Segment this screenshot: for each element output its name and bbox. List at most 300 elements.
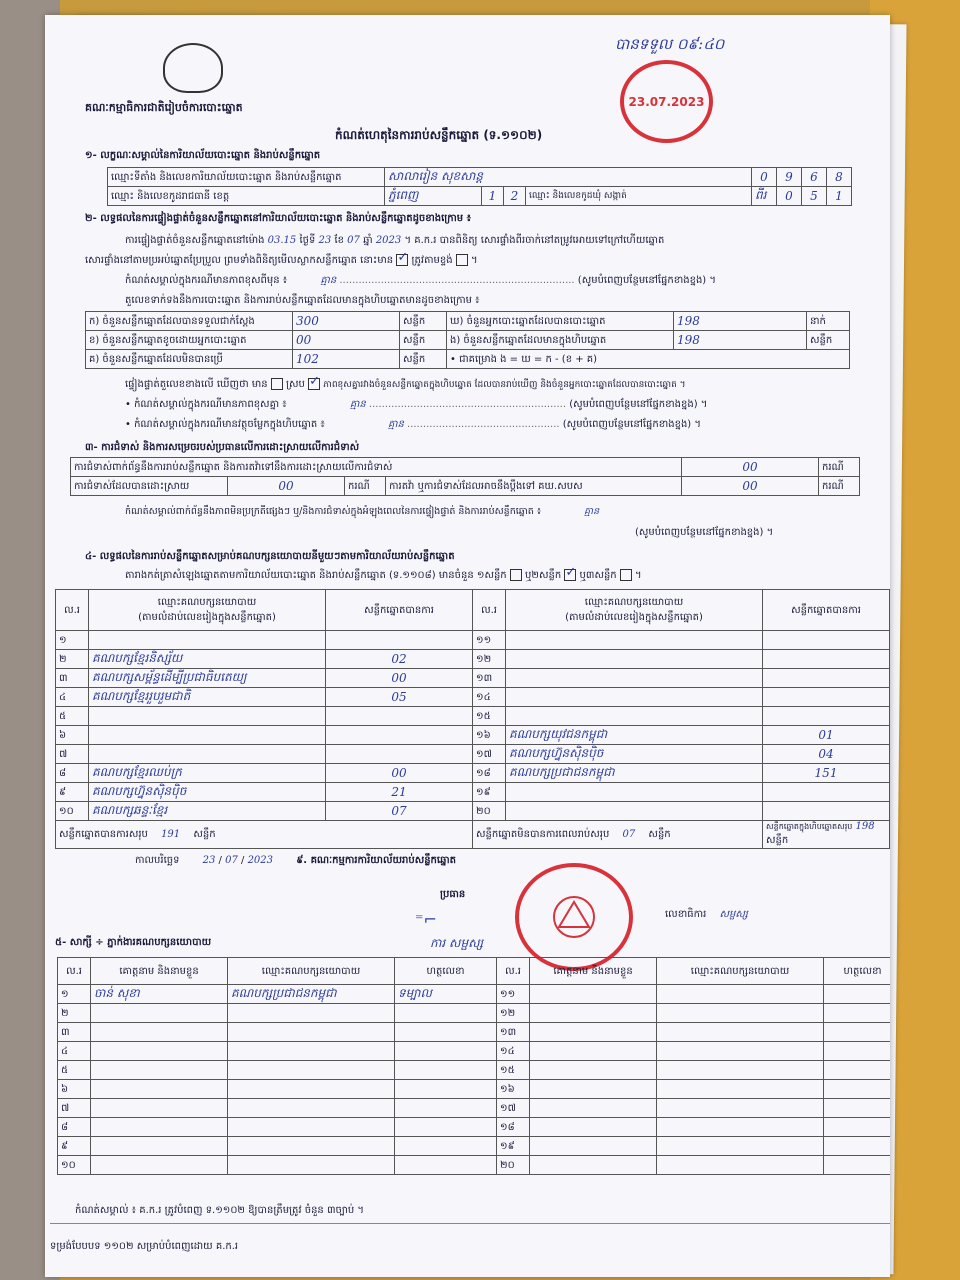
w-col-sign-2: ហត្ថលេខា	[824, 958, 891, 985]
table-row	[71, 477, 860, 496]
resolved-value: 00	[228, 477, 345, 496]
total-valid-label: សន្លឹកឆ្នោតបានការសរុប	[59, 829, 148, 840]
resolved-unit: ករណី	[345, 477, 386, 496]
party-votes: 02	[326, 650, 473, 669]
total-box-unit: សន្លឹក	[766, 835, 789, 846]
row-no: ១៦	[473, 726, 506, 745]
witness-party	[228, 1061, 395, 1080]
empty-cell	[824, 985, 891, 1004]
note-label: កំណត់សម្គាល់ក្នុងករណីមានភាពខុសពីមុន ៖	[125, 275, 288, 286]
w-no: ៥	[58, 1061, 91, 1080]
check-line: ផ្ទៀងផ្ទាត់តួលេខខាងលើ ឃើញថា មាន	[125, 379, 268, 390]
location-digit: 9	[777, 168, 802, 187]
appeal-value: 00	[682, 477, 819, 496]
w-no: ១៤	[497, 1042, 530, 1061]
note-line: កំណត់សម្គាល់ក្នុងករណីមានភាពខុសពីមុន ៖ គ្មាន .......................................................................... (សូមបំពេញបន្ថែមនៅផ្នែកខាងខ្នង) ។	[125, 275, 716, 286]
table-row	[56, 650, 890, 669]
table-row	[58, 1156, 891, 1175]
bullet2-value: គ្មាន	[387, 419, 404, 430]
form-title: កំណត់ហេតុនៃការរាប់សន្លឹកឆ្នោត (ទ.១១០២)	[335, 128, 543, 142]
witness-sign	[395, 1137, 497, 1156]
count-committee: ៩. គណៈកម្មការការិយាល័យរាប់សន្លឹកឆ្នោត	[296, 855, 456, 866]
col-party-label: ឈ្មោះគណបក្សនយោបាយ	[584, 597, 684, 608]
col-party	[89, 590, 326, 631]
witness-party	[228, 1099, 395, 1118]
count-unit: សន្លឹក	[400, 312, 447, 331]
objection-value: 00	[682, 458, 819, 477]
empty-cell	[530, 1004, 657, 1023]
witness-sign	[395, 1004, 497, 1023]
count-unit: នាក់	[807, 312, 850, 331]
table-row	[86, 312, 850, 331]
location-digit: 6	[802, 168, 827, 187]
commune-label: ឈ្មោះ និងលេខកូដឃុំ សង្កាត់	[526, 187, 752, 206]
w-no: ៣	[58, 1023, 91, 1042]
table-row	[58, 1137, 891, 1156]
empty-cell	[657, 985, 824, 1004]
w-no: ១៩	[497, 1137, 530, 1156]
note-value: គ្មាន	[320, 275, 337, 286]
commune-digit: 5	[802, 187, 827, 206]
witness-name: ចាន់ សុខា	[91, 985, 228, 1004]
party-votes: 07	[326, 802, 473, 821]
table-row	[58, 1061, 891, 1080]
party-name: គណបក្សសម្ព័ន្ធដើម្បីប្រជាធិបតេយ្យ	[89, 669, 326, 688]
section5-note: កំណត់សម្គាល់ ៖ គ.ក.រ ត្រូវបំពេញ ទ.១១០២ ឱ្យបានត្រឹមត្រូវ ចំនួន ៣ច្បាប់ ។	[75, 1205, 364, 1216]
table-row	[86, 331, 850, 350]
row-no: ១៨	[473, 764, 506, 783]
witness-name	[91, 1137, 228, 1156]
w-no: ១៧	[497, 1099, 530, 1118]
count-value: 198	[674, 331, 807, 350]
party-votes	[763, 783, 890, 802]
witness-sign	[395, 1023, 497, 1042]
count-value: 00	[293, 331, 400, 350]
day-value: 23	[318, 235, 332, 246]
total-box-value: 198	[855, 821, 875, 832]
location-label: ឈ្មោះទីតាំង និងលេខការិយាល័យបោះឆ្នោត និងរាប់សន្លឹកឆ្នោត	[108, 168, 385, 187]
table-row	[56, 783, 890, 802]
bullet2-line: • កំណត់សម្គាល់ក្នុងករណីមានវត្ថុចម្លែកក្នុងហិបឆ្នោត ៖ គ្មាន ................................................ (សូមបំពេញបន្ថែមនៅផ្នែកខាងខ្នង) ។	[125, 419, 701, 430]
empty-cell	[530, 1118, 657, 1137]
empty-cell	[824, 1004, 891, 1023]
footer-text: ទម្រង់បែបបទ ១១០២ សម្រាប់បំពេញដោយ គ.ក.រ	[50, 1241, 239, 1252]
party-votes	[763, 631, 890, 650]
table-row	[58, 1042, 891, 1061]
w-col-no-2: ល.រ	[497, 958, 530, 985]
w-no: ១០	[58, 1156, 91, 1175]
count-label: ង) ចំនួនសន្លឹកឆ្នោតដែលមានក្នុងហិបឆ្នោត	[447, 331, 674, 350]
empty-cell	[824, 1137, 891, 1156]
party-name	[89, 726, 326, 745]
empty-cell	[530, 1156, 657, 1175]
party-name: គណបក្សខ្មែររួបរួមជាតិ	[89, 688, 326, 707]
line1-suffix: ។ គ.ក.រ បានពិនិត្យ សោរផ្ទាំងពីរចាក់នៅតម្រូវអោយទៅក្រៅហើយឆ្នោត	[404, 235, 665, 246]
location-digit: 8	[827, 168, 852, 187]
sheet-count-end: ។	[635, 570, 642, 581]
row-no: ១១	[473, 631, 506, 650]
commune-digit: 1	[827, 187, 852, 206]
witness-name	[91, 1004, 228, 1023]
objection-table	[70, 457, 860, 496]
party-votes	[763, 650, 890, 669]
date-label: កាលបរិច្ឆេទ	[135, 855, 180, 866]
section1-table	[107, 167, 852, 206]
count-label: ឃ) ចំនួនអ្នកបោះឆ្នោតដែលបានបោះឆ្នោត	[447, 312, 674, 331]
empty-cell	[657, 1118, 824, 1137]
row-no: ១៥	[473, 707, 506, 726]
count-value: 300	[293, 312, 400, 331]
section2-title: ២- លទ្ធផលនៃការផ្ទៀងផ្ទាត់ចំនួនសន្លឹកឆ្នោតនៅការិយាល័យបោះឆ្នោត និងរាប់សន្លឹកឆ្នោតដូចខាងក្រោម ៖	[85, 213, 472, 224]
party-name: គណបក្សហ្វ៊ុនស៊ិនប៉ិច	[89, 783, 326, 802]
table-row	[56, 669, 890, 688]
party-name	[506, 650, 763, 669]
col-party-sub: (តាមលំដាប់លេខរៀងក្នុងសន្លឹកឆ្នោត)	[138, 612, 276, 623]
empty-cell	[530, 1080, 657, 1099]
bullet1-label: • កំណត់សម្គាល់ក្នុងករណីមានភាពខុសគ្នា ៖	[125, 399, 287, 410]
row-no: ១៣	[473, 669, 506, 688]
w-no: ៩	[58, 1137, 91, 1156]
three-sheet-label: ឬ៣សន្លឹក	[579, 570, 617, 581]
chair-signature: ⁼⌐	[415, 910, 437, 929]
total-box-label: សន្លឹកឆ្នោតក្នុងហិបឆ្នោតសរុប	[766, 822, 853, 831]
sheet-count-text: តារាងកត់ត្រាសំឡេងឆ្នោតតាមការិយាល័យបោះឆ្នោត និងរាប់សន្លឹកឆ្នោត (ទ.១១០៨) មានចំនួន ១សន្លឹក	[125, 570, 507, 581]
row-no: ២០	[473, 802, 506, 821]
row-no: ៤	[56, 688, 89, 707]
secretary-line	[665, 907, 748, 922]
bullet2-label: • កំណត់សម្គាល់ក្នុងករណីមានវត្ថុចម្លែកក្នុងហិបឆ្នោត ៖	[125, 419, 325, 430]
party-name: គណបក្សខ្មែរឈប់ក្រ	[89, 764, 326, 783]
witness-sign	[395, 1080, 497, 1099]
resolved-label: ការជំទាស់ដែលបានដោះស្រាយ	[71, 477, 228, 496]
totals-row	[56, 821, 890, 849]
party-votes: 05	[326, 688, 473, 707]
total-invalid-unit: សន្លឹក	[648, 829, 671, 840]
extra-checkbox[interactable]	[620, 569, 632, 581]
section5-title: ៥- សាក្សី ÷ ភ្នាក់ងារគណបក្សនយោបាយ	[55, 937, 212, 948]
party-name	[506, 802, 763, 821]
table-row	[56, 726, 890, 745]
table-row	[56, 707, 890, 726]
w-col-name: គោត្តនាម និងនាមខ្លួន	[91, 958, 228, 985]
col-no-2: ល.រ	[473, 590, 506, 631]
table-row	[58, 1099, 891, 1118]
witness-party	[228, 1042, 395, 1061]
table-row	[58, 1118, 891, 1137]
witness-name	[91, 1042, 228, 1061]
table-row	[58, 1023, 891, 1042]
table-row	[56, 745, 890, 764]
total-invalid-label: សន្លឹកឆ្នោតមិនបានការពេលរាប់សរុប	[476, 829, 610, 840]
w-no: ១៨	[497, 1118, 530, 1137]
row-no: ៩	[56, 783, 89, 802]
count-unit: សន្លឹក	[400, 331, 447, 350]
count-unit: សន្លឹក	[400, 350, 447, 369]
row-no: ៦	[56, 726, 89, 745]
two-sheet-label: ឬ២សន្លឹក	[525, 570, 562, 581]
table-row	[58, 1004, 891, 1023]
row-no: ២	[56, 650, 89, 669]
time-value: 03.15	[267, 235, 297, 246]
total-invalid-value: 07	[622, 829, 636, 840]
w-no: ៤	[58, 1042, 91, 1061]
empty-cell	[530, 1061, 657, 1080]
row-no: ១៩	[473, 783, 506, 802]
table-row	[56, 802, 890, 821]
witness-table	[57, 957, 890, 1175]
section4-title: ៤- លទ្ធផលនៃការរាប់សន្លឹកឆ្នោតសម្រាប់គណបក្សនយោបាយនីមួយៗតាមការិយាល័យរាប់សន្លឹកឆ្នោត	[85, 551, 455, 562]
w-no: ១៥	[497, 1061, 530, 1080]
count-table	[85, 311, 850, 369]
party-name	[506, 631, 763, 650]
objection-hint: (សូមបំពេញបន្ថែមនៅផ្នែកខាងខ្នង) ។	[635, 527, 774, 538]
secretary-label: លេខាធិការ	[665, 909, 707, 920]
empty-cell	[657, 1137, 824, 1156]
consistent-checkbox[interactable]	[271, 378, 283, 390]
chair-label: ប្រធាន	[440, 889, 466, 900]
objection-note-line	[125, 505, 865, 519]
witness-party	[228, 1023, 395, 1042]
two-sheet-checkbox[interactable]	[510, 569, 522, 581]
empty-cell	[530, 1023, 657, 1042]
location-digit: 0	[752, 168, 777, 187]
row-no: ៥	[56, 707, 89, 726]
total-invalid	[473, 821, 763, 849]
col-votes-2: សន្លឹកឆ្នោតបានការ	[763, 590, 890, 631]
date-line: កាលបរិច្ឆេទ 23 / 07 / 2023 ៩. គណៈកម្មការការិយាល័យរាប់សន្លឹកឆ្នោត	[135, 855, 456, 866]
date-day: 23	[202, 855, 216, 866]
appeal-label: ការតវ៉ា ឬការជំទាស់ដែលអាចនឹងប្តឹងទៅ គឃ.សបស	[386, 477, 682, 496]
empty-cell	[657, 1042, 824, 1061]
commune-value: ពីរ	[752, 187, 777, 206]
witness-party	[228, 1004, 395, 1023]
empty-cell	[657, 1023, 824, 1042]
empty-cell	[530, 1099, 657, 1118]
empty-cell	[824, 1042, 891, 1061]
total-valid	[56, 821, 473, 849]
row-no: ១២	[473, 650, 506, 669]
empty-cell	[824, 1118, 891, 1137]
count-label: គ) ចំនួនសន្លឹកឆ្នោតដែលមិនបានប្រើ	[86, 350, 293, 369]
chair-name: ការ សម្ផស្ស	[430, 936, 484, 950]
w-no: ៧	[58, 1099, 91, 1118]
location-value: សាលារៀន សុខសាន្ត	[385, 168, 752, 187]
witness-party	[228, 1137, 395, 1156]
section3-title: ៣- ការជំទាស់ និងការសម្រេចរបស់ប្រធានលើការដោះស្រាយលើការជំទាស់	[85, 442, 360, 453]
party-votes: 151	[763, 764, 890, 783]
empty-cell	[530, 985, 657, 1004]
section1-title: ១- លក្ខណៈសម្គាល់នៃការិយាល័យបោះឆ្នោត និងរាប់សន្លឹកឆ្នោត	[85, 150, 321, 161]
w-col-party-2: ឈ្មោះគណបក្សនយោបាយ	[657, 958, 824, 985]
count-value: 102	[293, 350, 400, 369]
province-label: ឈ្មោះ និងលេខកូដរាជធានី ខេត្ត	[108, 187, 385, 206]
note-hint: (សូមបំពេញបន្ថែមនៅផ្នែកខាងខ្នង) ។	[577, 275, 716, 286]
table-row	[56, 631, 890, 650]
party-name	[89, 707, 326, 726]
party-name	[506, 783, 763, 802]
count-unit: សន្លឹក	[807, 331, 850, 350]
province-code: 1	[482, 187, 504, 206]
formula: • ជាគម្រោង ង = ឃ = ក - (ខ + គ)	[447, 350, 850, 369]
party-votes: 01	[763, 726, 890, 745]
witness-sign: ទម្បាល	[395, 985, 497, 1004]
match-checkbox[interactable]	[396, 254, 408, 266]
col-votes: សន្លឹកឆ្នោតបានការ	[326, 590, 473, 631]
footer-divider	[50, 1223, 890, 1224]
party-name: គណបក្សយុវជនកម្ពុជា	[506, 726, 763, 745]
red-stamp-bottom	[515, 863, 633, 971]
w-no: ២០	[497, 1156, 530, 1175]
w-col-sign: ហត្ថលេខា	[395, 958, 497, 985]
bullet1-value: គ្មាន	[349, 399, 366, 410]
empty-cell	[530, 1137, 657, 1156]
witness-party	[228, 1156, 395, 1175]
party-votes: 04	[763, 745, 890, 764]
committee-name: គណៈកម្មាធិការជាតិរៀបចំការបោះឆ្នោត	[85, 101, 243, 114]
seal-check-line	[85, 253, 478, 268]
stamp-emblem-icon	[544, 892, 604, 942]
results-table	[55, 589, 890, 849]
party-votes	[763, 669, 890, 688]
row-no: ១០	[56, 802, 89, 821]
w-col-name-2: គោត្តនាម និងនាមខ្លួន	[530, 958, 657, 985]
opt-end: ។	[470, 255, 478, 266]
empty-cell	[824, 1061, 891, 1080]
inconsistent-checkbox[interactable]	[308, 378, 320, 390]
bullet1-line: • កំណត់សម្គាល់ក្នុងករណីមានភាពខុសគ្នា ៖ គ្មាន .............................................................. (សូមបំពេញបន្ថែមនៅផ្នែកខាងខ្នង) ។	[125, 399, 708, 410]
empty-cell	[824, 1099, 891, 1118]
empty-cell	[657, 1080, 824, 1099]
party-votes	[326, 726, 473, 745]
row-no: ១	[56, 631, 89, 650]
party-name: គណបក្សខ្មែរនិស្ស័យ	[89, 650, 326, 669]
year-label: ឆ្នាំ	[363, 235, 373, 246]
witness-sign	[395, 1061, 497, 1080]
party-votes	[763, 802, 890, 821]
witness-party	[228, 1118, 395, 1137]
row-no: ៧	[56, 745, 89, 764]
party-votes	[326, 631, 473, 650]
count-label: ក) ចំនួនសន្លឹកឆ្នោតដែលបានទទួលជាក់ស្តែង	[86, 312, 293, 331]
witness-name	[91, 1156, 228, 1175]
consistency-line	[125, 377, 686, 392]
empty-cell	[530, 1042, 657, 1061]
table-row	[71, 458, 860, 477]
objection-unit: ករណី	[819, 458, 860, 477]
empty-cell	[657, 1099, 824, 1118]
empty-cell	[657, 1004, 824, 1023]
row-no: ១៤	[473, 688, 506, 707]
count-value: 198	[674, 312, 807, 331]
party-name	[506, 707, 763, 726]
table-row	[56, 688, 890, 707]
line2-text: សោរផ្ទាំងនៅតាមប្រអប់ឆ្នោតប្រែប្រួល ព្រមទាំងពិនិត្យមើលស្លាកសន្លឹកឆ្នោត នោះមាន	[85, 255, 394, 266]
table-row	[56, 764, 890, 783]
stamp-date: 23.07.2023	[628, 94, 705, 109]
w-no: ៦	[58, 1080, 91, 1099]
match-label: ត្រូវតាមខ្ទង់	[411, 255, 453, 266]
empty-cell	[824, 1156, 891, 1175]
province-code: 2	[504, 187, 526, 206]
receipt-note: បានទទួល ០៩:៤០	[615, 35, 725, 53]
w-no: ១៣	[497, 1023, 530, 1042]
bullet1-hint: (សូមបំពេញបន្ថែមនៅផ្នែកខាងខ្នង) ។	[569, 399, 708, 410]
commune-digit: 0	[777, 187, 802, 206]
witness-party	[228, 1080, 395, 1099]
party-votes	[326, 707, 473, 726]
party-name	[506, 669, 763, 688]
table-intro: តួលេខទាក់ទងនឹងការបោះឆ្នោត និងការរាប់សន្លឹកឆ្នោតដែលមានក្នុងហិបឆ្នោតមានដូចខាងក្រោម ៖	[125, 295, 480, 306]
line1-prefix: ការផ្ទៀងផ្ទាត់ចំនួនសន្លឹកឆ្នោតនៅម៉ោង	[125, 235, 265, 246]
w-no: ១១	[497, 985, 530, 1004]
objection-note-value: គ្មាន	[584, 506, 600, 517]
party-votes: 21	[326, 783, 473, 802]
count-label: ខ) ចំនួនសន្លឹកឆ្នោតខូចដោយអ្នកបោះឆ្នោត	[86, 331, 293, 350]
province-value: ភ្នំពេញ	[385, 187, 482, 206]
appeal-unit: ករណី	[819, 477, 860, 496]
party-name: គណបក្សឆន្ទៈខ្មែរ	[89, 802, 326, 821]
year-value: 2023	[375, 235, 402, 246]
w-no: ១៦	[497, 1080, 530, 1099]
party-name	[89, 631, 326, 650]
party-votes	[326, 745, 473, 764]
party-name	[89, 745, 326, 764]
witness-name	[91, 1023, 228, 1042]
witness-sign	[395, 1099, 497, 1118]
w-col-party: ឈ្មោះគណបក្សនយោបាយ	[228, 958, 395, 985]
table-row	[86, 350, 850, 369]
party-votes	[763, 707, 890, 726]
row-no: ៣	[56, 669, 89, 688]
month-label: ខែ	[334, 235, 344, 246]
day-label: ថ្ងៃទី	[299, 235, 316, 246]
empty-cell	[824, 1080, 891, 1099]
mismatch-checkbox[interactable]	[456, 254, 468, 266]
table-row	[58, 985, 891, 1004]
month-value: 07	[347, 235, 360, 246]
witness-name	[91, 1061, 228, 1080]
w-no: ១២	[497, 1004, 530, 1023]
date-year: 2023	[247, 855, 274, 866]
row-no: ១៧	[473, 745, 506, 764]
col-no: ល.រ	[56, 590, 89, 631]
form-sheet	[45, 15, 890, 1277]
witness-name	[91, 1118, 228, 1137]
w-col-no: ល.រ	[58, 958, 91, 985]
witness-sign	[395, 1156, 497, 1175]
three-sheet-checkbox[interactable]	[564, 569, 576, 581]
row-no: ៨	[56, 764, 89, 783]
party-name: គណបក្សហ្វ៊ុនស៊ិនប៉ិច	[506, 745, 763, 764]
secretary-name: សម្ផស្ស	[719, 909, 748, 920]
verification-line	[125, 233, 865, 248]
empty-cell	[824, 1023, 891, 1042]
witness-name	[91, 1099, 228, 1118]
w-no: ៨	[58, 1118, 91, 1137]
table-row	[58, 1080, 891, 1099]
party-name: គណបក្សប្រជាជនកម្ពុជា	[506, 764, 763, 783]
witness-name	[91, 1080, 228, 1099]
total-box	[763, 821, 890, 849]
w-no: ១	[58, 985, 91, 1004]
party-name	[506, 688, 763, 707]
witness-party: គណបក្សប្រជាជនកម្ពុជា	[228, 985, 395, 1004]
empty-cell	[657, 1156, 824, 1175]
col-party-2	[506, 590, 763, 631]
witness-sign	[395, 1118, 497, 1137]
objection-label: ការជំទាស់ពាក់ព័ន្ធនឹងការរាប់សន្លឹកឆ្នោត និងការតវ៉ាទៅនឹងការដោះស្រាយលើការជំទាស់	[71, 458, 682, 477]
consistent-label: ស្រប	[286, 379, 305, 390]
